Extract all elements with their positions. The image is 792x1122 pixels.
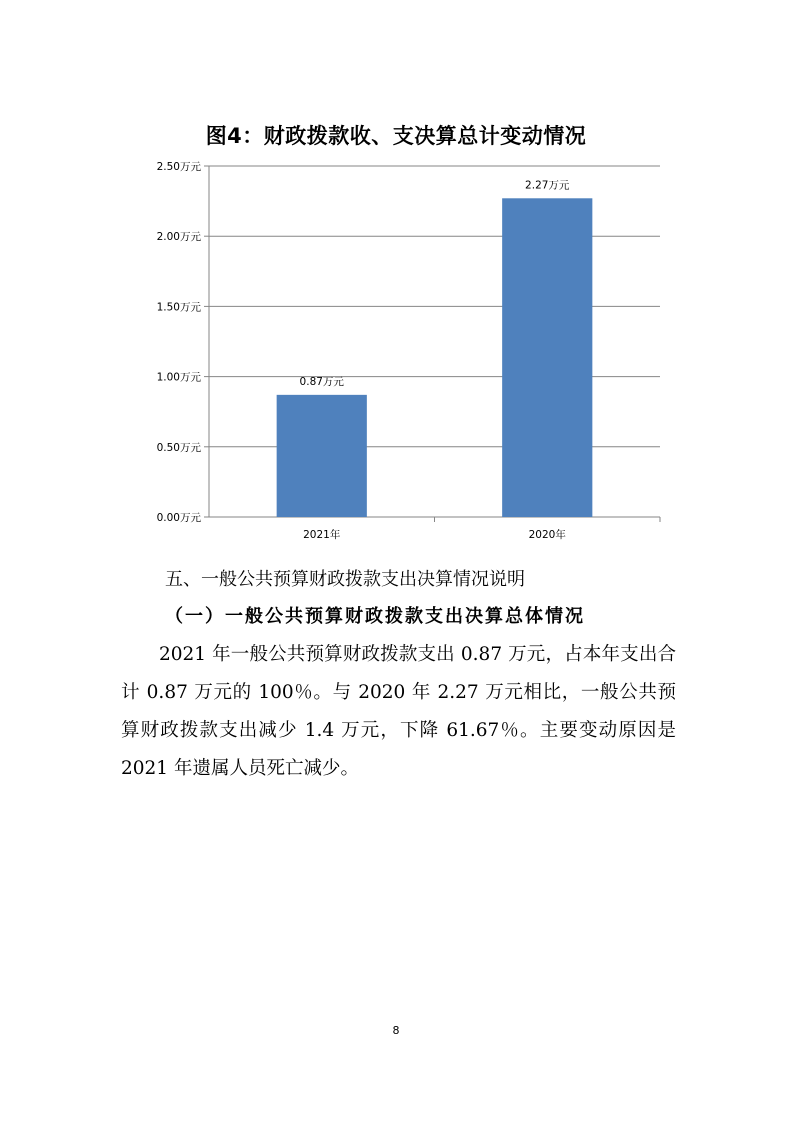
- body-paragraph: 2021 年一般公共预算财政拨款支出 0.87 万元，占本年支出合计 0.87 万元的 100％。与 2020 年 2.27 万元相比，一般公共预算财政拨款支出减少 1.4 万元，下降 61.67％。主要变动原因是 2021 年遗属人员死亡减少。: [121, 644, 676, 779]
- sub-heading: （一）一般公共预算财政拨款支出决算总体情况: [165, 606, 585, 627]
- bar-chart: [0, 150, 792, 550]
- page-number: 8: [392, 1024, 400, 1037]
- y-tick-label: 1.00万元: [156, 371, 201, 384]
- data-label: 0.87万元: [299, 375, 344, 388]
- section-heading: 五、一般公共预算财政拨款支出决算情况说明: [165, 569, 525, 590]
- data-label: 2.27万元: [525, 179, 570, 192]
- bar: [502, 198, 592, 517]
- x-tick-label: 2021年: [303, 529, 341, 541]
- bar: [277, 395, 367, 517]
- y-tick-label: 0.00万元: [156, 512, 201, 524]
- y-tick-label: 0.50万元: [156, 441, 201, 454]
- y-tick-label: 2.00万元: [156, 231, 201, 244]
- y-tick-label: 2.50万元: [156, 161, 201, 173]
- y-tick-label: 1.50万元: [156, 301, 201, 314]
- chart-title: 图4：财政拨款收、支决算总计变动情况: [205, 124, 587, 148]
- x-tick-label: 2020年: [528, 529, 566, 541]
